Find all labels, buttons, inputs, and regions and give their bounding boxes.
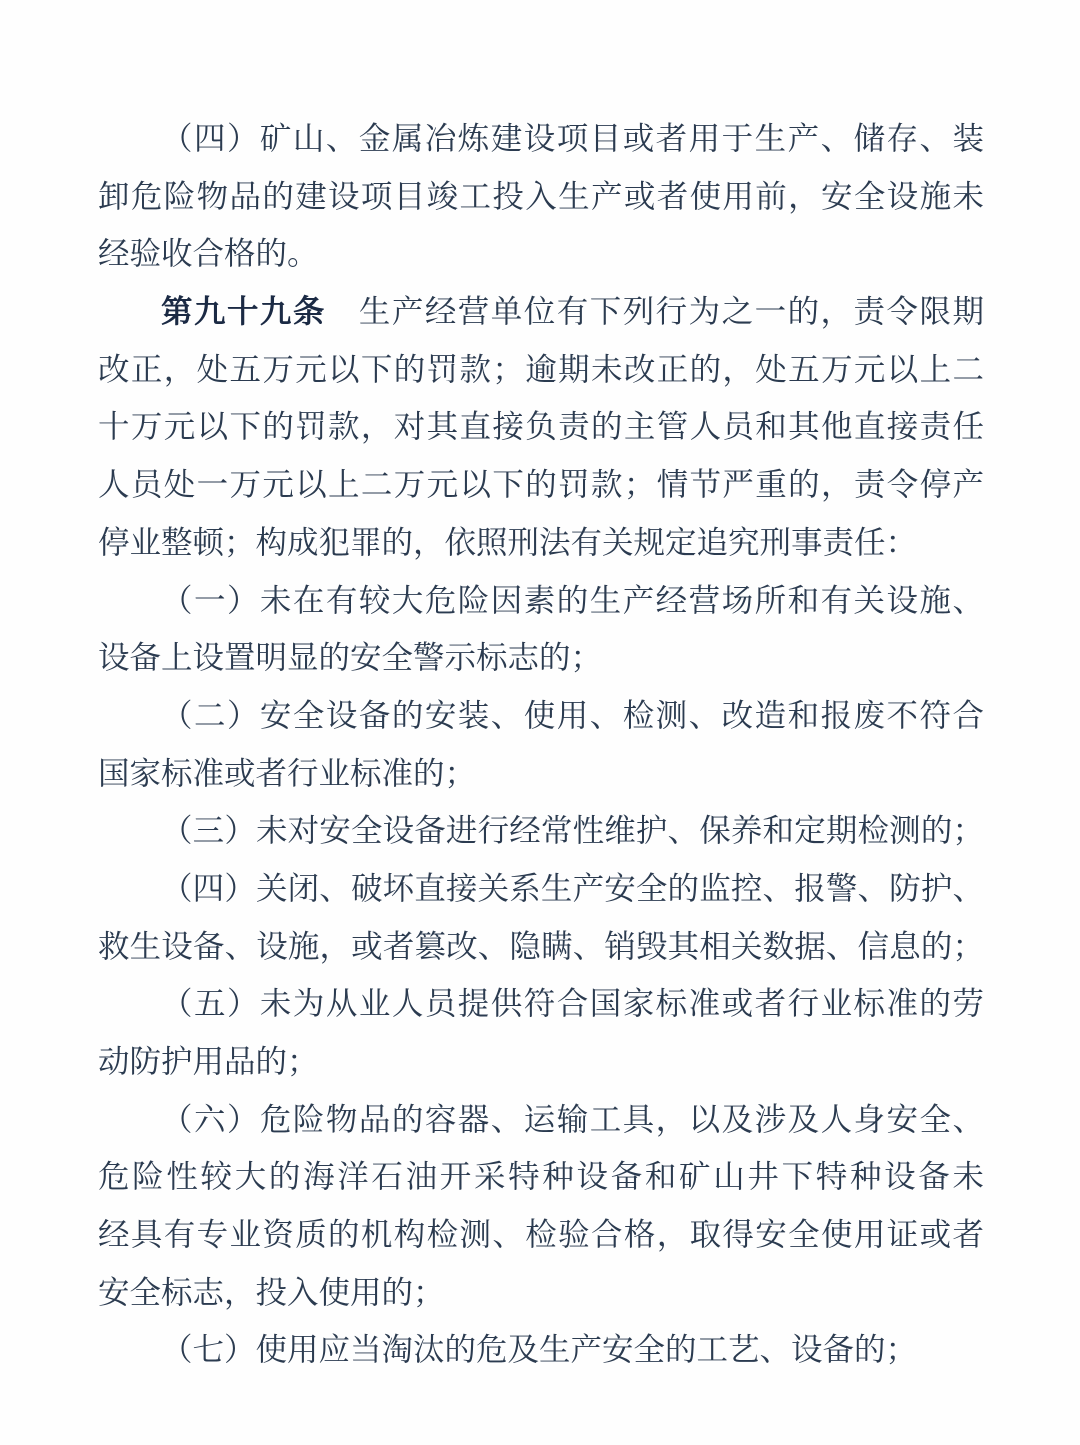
text-run: 危险性较大的海洋石油开采特种设备和矿山井下特种设备未 bbox=[98, 1159, 984, 1195]
text-line bbox=[98, 110, 984, 168]
text-run: 经验收合格的。 bbox=[98, 236, 319, 272]
text-line bbox=[98, 860, 984, 918]
text-line bbox=[98, 745, 984, 803]
text-run: 改正，处五万元以下的罚款；逾期未改正的，处五万元以上二 bbox=[98, 351, 984, 387]
text-line bbox=[98, 629, 984, 687]
text-line bbox=[98, 283, 984, 341]
text-line bbox=[98, 572, 984, 630]
text-run: （四）矿山、金属冶炼建设项目或者用于生产、储存、装 bbox=[161, 121, 984, 156]
text-line bbox=[98, 225, 984, 283]
text-line bbox=[98, 168, 984, 226]
document-body bbox=[98, 110, 984, 1379]
text-run: （三）未对安全设备进行经常性维护、保养和定期检测的； bbox=[161, 813, 984, 849]
text-line bbox=[98, 975, 984, 1033]
text-run: 救生设备、设施，或者篡改、隐瞒、销毁其相关数据、信息的； bbox=[98, 928, 984, 964]
text-run: 卸危险物品的建设项目竣工投入生产或者使用前，安全设施未 bbox=[98, 178, 984, 214]
text-run: 设备上设置明显的安全警示标志的； bbox=[98, 640, 603, 676]
text-run: （七）使用应当淘汰的危及生产安全的工艺、设备的； bbox=[161, 1332, 918, 1368]
text-line bbox=[98, 341, 984, 399]
text-line bbox=[98, 1091, 984, 1149]
text-run: （四）关闭、破坏直接关系生产安全的监控、报警、防护、 bbox=[161, 870, 984, 906]
text-line bbox=[98, 514, 984, 572]
text-line bbox=[98, 1321, 984, 1379]
article-number: 第九十九条 bbox=[161, 293, 326, 330]
text-run: 人员处一万元以上二万元以下的罚款；情节严重的，责令停产 bbox=[98, 467, 984, 503]
text-run: （一）未在有较大危险因素的生产经营场所和有关设施、 bbox=[161, 582, 984, 618]
text-line bbox=[98, 802, 984, 860]
text-line bbox=[98, 398, 984, 456]
text-run: 停业整顿；构成犯罪的，依照刑法有关规定追究刑事责任： bbox=[98, 524, 918, 560]
text-line bbox=[98, 1264, 984, 1322]
text-run: 动防护用品的； bbox=[98, 1044, 319, 1079]
text-run: 生产经营单位有下列行为之一的，责令限期 bbox=[325, 294, 984, 330]
text-run: （六）危险物品的容器、运输工具，以及涉及人身安全、 bbox=[161, 1101, 984, 1137]
text-run: 安全标志，投入使用的； bbox=[98, 1274, 445, 1310]
text-line bbox=[98, 1206, 984, 1264]
text-run: （五）未为从业人员提供符合国家标准或者行业标准的劳 bbox=[161, 986, 984, 1022]
text-line bbox=[98, 1148, 984, 1206]
text-line bbox=[98, 918, 984, 976]
text-run: 十万元以下的罚款，对其直接负责的主管人员和其他直接责任 bbox=[98, 409, 984, 445]
text-line bbox=[98, 1033, 984, 1091]
text-run: 经具有专业资质的机构检测、检验合格，取得安全使用证或者 bbox=[98, 1217, 984, 1253]
text-run: （二）安全设备的安装、使用、检测、改造和报废不符合 bbox=[161, 697, 984, 733]
text-line bbox=[98, 687, 984, 745]
text-run: 国家标准或者行业标准的； bbox=[98, 755, 477, 791]
text-line bbox=[98, 456, 984, 514]
